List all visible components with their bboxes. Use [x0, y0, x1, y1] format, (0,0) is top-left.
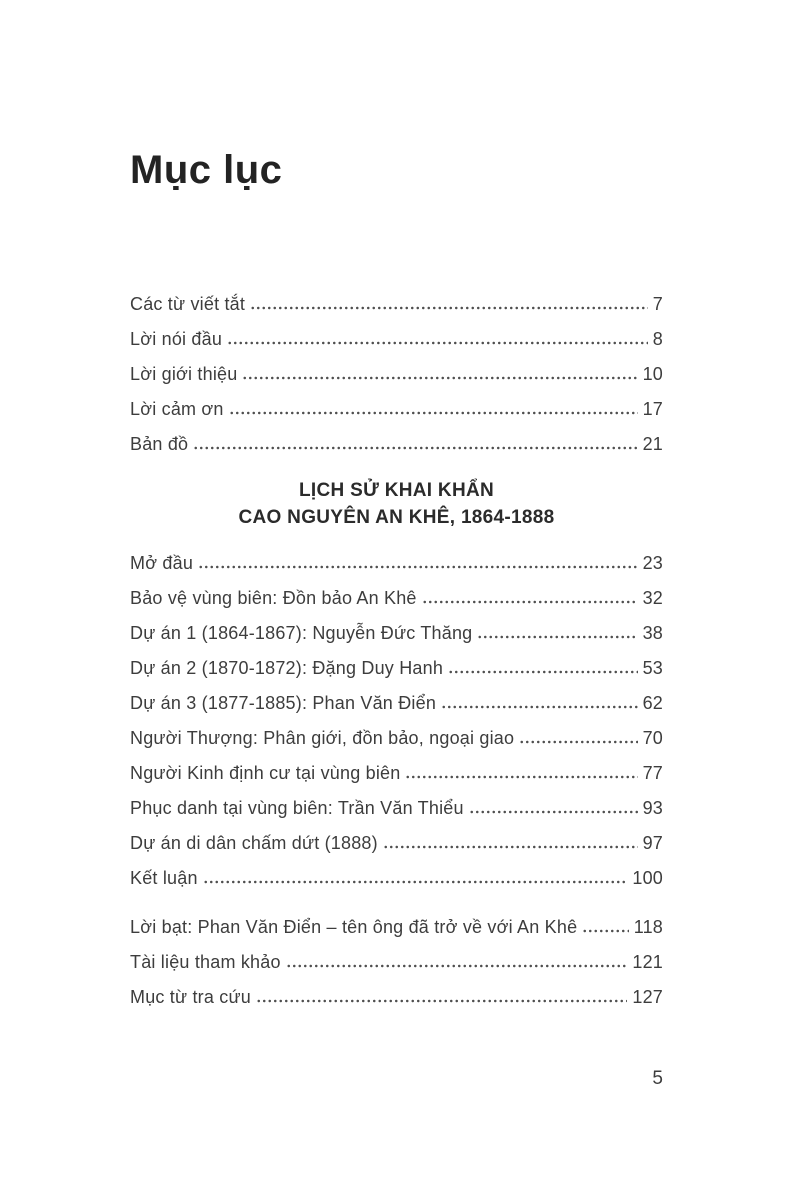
- toc-entry-page: 93: [642, 797, 663, 818]
- toc-entry-title: Người Kinh định cư tại vùng biên: [130, 762, 401, 783]
- dotted-leader: [422, 600, 638, 604]
- dotted-leader: [582, 929, 628, 933]
- toc-entry-page: 17: [642, 398, 663, 419]
- toc-entry-page: 8: [652, 328, 663, 349]
- toc-entry-title: Dự án 3 (1877-1885): Phan Văn Điển: [130, 692, 437, 713]
- dotted-leader: [250, 306, 648, 310]
- toc-entry-title: Các từ viết tắt: [130, 293, 246, 314]
- dotted-leader: [405, 775, 637, 779]
- toc-entry-title: Dự án 2 (1870-1872): Đặng Duy Hanh: [130, 657, 444, 678]
- dotted-leader: [256, 999, 627, 1003]
- section-heading-line2: CAO NGUYÊN AN KHÊ, 1864-1888: [238, 507, 555, 528]
- toc-entry-page: 127: [632, 986, 663, 1007]
- toc-entry-title: Bản đồ: [130, 433, 189, 454]
- toc-page: [130, 0, 663, 1008]
- section-heading: [130, 477, 663, 531]
- toc-entry-page: 38: [642, 622, 663, 643]
- toc-entry-page: 10: [642, 363, 663, 384]
- toc-entry-title: Lời cảm ơn: [130, 398, 224, 419]
- toc-entry: [130, 315, 663, 350]
- section-entry-list: [130, 539, 663, 889]
- toc-entry-page: 7: [652, 293, 663, 314]
- toc-entry-title: Phục danh tại vùng biên: Trần Văn Thiểu: [130, 797, 464, 818]
- toc-entry: [130, 350, 663, 385]
- toc-entry: [130, 574, 663, 609]
- dotted-leader: [286, 964, 628, 968]
- toc-entry: [130, 679, 663, 714]
- dotted-leader: [469, 810, 638, 814]
- toc-entry-page: 23: [642, 552, 663, 573]
- section-heading-line1: LỊCH SỬ KHAI KHẨN: [298, 480, 495, 501]
- toc-entry-page: 97: [642, 832, 663, 853]
- toc-entry-page: 100: [632, 867, 663, 888]
- toc-entry-title: Kết luận: [130, 867, 198, 888]
- toc-entry: [130, 539, 663, 574]
- toc-entry: [130, 609, 663, 644]
- dotted-leader: [383, 845, 638, 849]
- toc-entry-page: 118: [633, 916, 663, 937]
- toc-entry-title: Mở đầu: [130, 552, 194, 573]
- toc-entry: [130, 714, 663, 749]
- dotted-leader: [198, 565, 638, 569]
- page-title: Mục lục: [130, 148, 283, 192]
- dotted-leader: [227, 341, 648, 345]
- toc-entry-title: Bảo vệ vùng biên: Đồn bảo An Khê: [130, 587, 417, 608]
- dotted-leader: [519, 740, 637, 744]
- page-number: 5: [652, 1068, 663, 1089]
- toc-entry-title: Mục từ tra cứu: [130, 986, 251, 1007]
- toc-entry-title: Tài liệu tham khảo: [130, 951, 281, 972]
- dotted-leader: [203, 880, 628, 884]
- toc-entry-page: 62: [642, 692, 663, 713]
- dotted-leader: [193, 446, 637, 450]
- toc-entry-title: Lời nói đầu: [130, 328, 223, 349]
- toc-entry-page: 21: [642, 433, 663, 454]
- toc-entry-page: 70: [642, 727, 663, 748]
- toc-entry-title: Lời giới thiệu: [130, 363, 238, 384]
- back-matter-list: [130, 903, 663, 1008]
- toc-entry-page: 32: [642, 587, 663, 608]
- dotted-leader: [477, 635, 637, 639]
- toc-entry-title: Dự án di dân chấm dứt (1888): [130, 832, 378, 853]
- toc-entry: [130, 280, 663, 315]
- toc-entry: [130, 973, 663, 1008]
- toc-entry-title: Lời bạt: Phan Văn Điển – tên ông đã trở về với An Khê: [130, 916, 578, 937]
- dotted-leader: [229, 411, 638, 415]
- toc-entry: [130, 420, 663, 455]
- toc-entry-title: Người Thượng: Phân giới, đồn bảo, ngoại giao: [130, 727, 515, 748]
- toc-entry: [130, 749, 663, 784]
- dotted-leader: [242, 376, 637, 380]
- toc-entry: [130, 644, 663, 679]
- toc-entry: [130, 903, 663, 938]
- toc-entry: [130, 784, 663, 819]
- toc-entry: [130, 819, 663, 854]
- toc-entry-page: 121: [632, 951, 663, 972]
- toc-entry-page: 53: [642, 657, 663, 678]
- front-matter-list: [130, 280, 663, 455]
- dotted-leader: [448, 670, 638, 674]
- toc-entry: [130, 938, 663, 973]
- toc-entry: [130, 385, 663, 420]
- dotted-leader: [441, 705, 638, 709]
- toc-entry-page: 77: [642, 762, 663, 783]
- toc-entry: [130, 854, 663, 889]
- toc-entry-title: Dự án 1 (1864-1867): Nguyễn Đức Thăng: [130, 622, 473, 643]
